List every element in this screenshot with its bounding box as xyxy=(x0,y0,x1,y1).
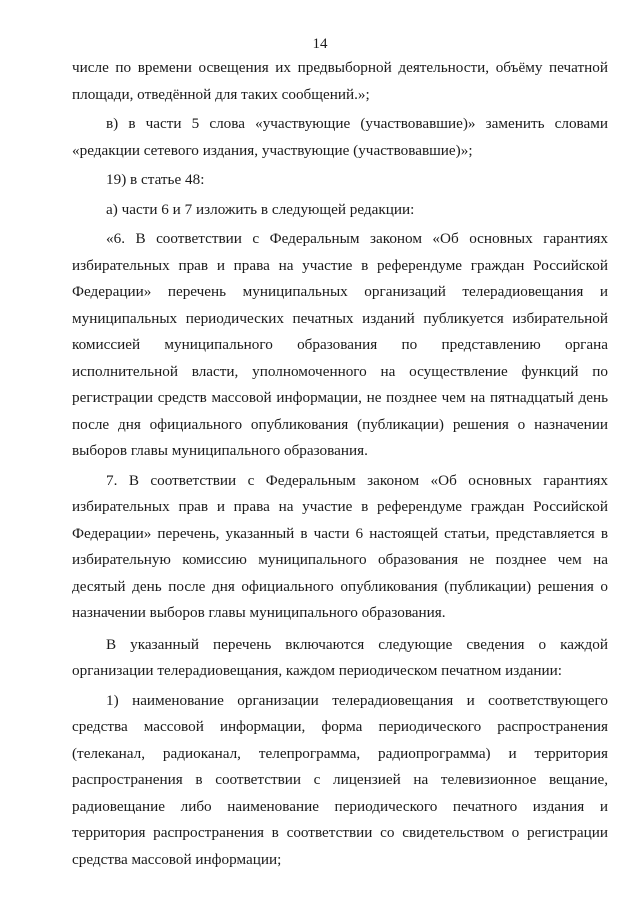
document-body xyxy=(72,55,608,873)
paragraph-continuation: числе по времени освещения их предвыборной деятельности, объёму печатной площади, отведённой для таких сообщений.»; xyxy=(72,59,608,103)
paragraph-item-19: 19) в статье 48: xyxy=(106,171,205,188)
paragraph-item-a: а) части 6 и 7 изложить в следующей редакции: xyxy=(106,200,415,218)
paragraph-part-6: «6. В соответствии с Федеральным законом «Об основных гарантиях избирательных прав и права на участие в референдуме граждан Российской Федерации» перечень муниципальных организаций телерадиовещания и муниципальных периодических печатных изданий публикуется избирательной комиссией муниципального образования по представлению органа исполнительной власти, уполномоченного на осуществление функций по регистрации средств массовой информации, не позднее чем на пятнадцатый день после дня официального опубликования (публикации) решения о назначении выборов главы муниципального образования. xyxy=(72,230,608,459)
paragraph-list-item-1: 1) наименование организации телерадиовещания и соответствующего средства массовой информации, форма периодического распространения (телеканал, радиоканал, телепрограмма, радиопрограмма) и территория распространения в соответствии с лицензией на телевизионное вещание, радиовещание либо наименование периодического печатного издания и территория распространения в соответствии со свидетельством о регистрации средства массовой информации; xyxy=(72,691,608,868)
paragraph-list-intro: В указанный перечень включаются следующие сведения о каждой организации телерадиовещания, каждом периодическом печатном издании: xyxy=(72,635,608,679)
paragraph-part-7: 7. В соответствии с Федеральным законом «Об основных гарантиях избирательных прав и права на участие в референдуме граждан Российской Федерации» перечень, указанный в части 6 настоящей статьи, представляется в избирательную комиссию муниципального образования не позднее чем на десятый день после дня официального опубликования (публикации) решения о назначении выборов главы муниципального образования. xyxy=(72,471,608,621)
page-number: 14 xyxy=(312,36,328,52)
paragraph-item-v: в) в части 5 слова «участвующие (участвовавшие)» заменить словами «редакции сетевого издания, участвующие (участвовавшие)»; xyxy=(72,115,608,159)
